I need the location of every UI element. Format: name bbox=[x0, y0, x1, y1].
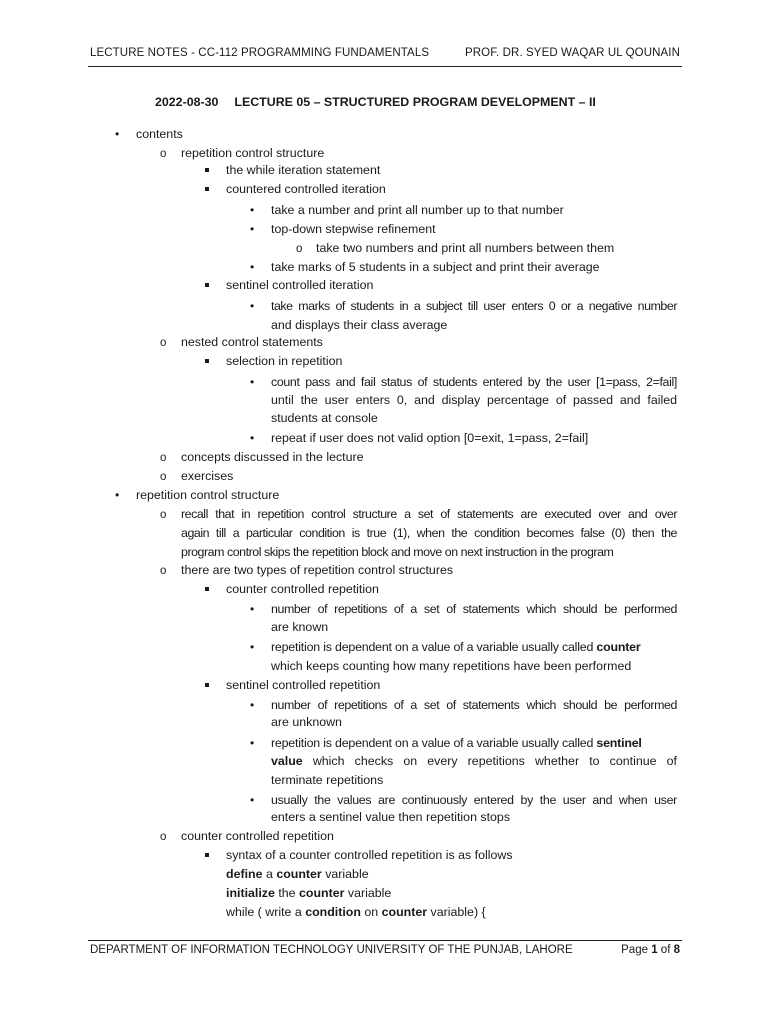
text-run: a bbox=[265, 867, 273, 881]
bullet-marker bbox=[250, 220, 254, 238]
bullet-marker bbox=[205, 161, 209, 179]
bold-term: value bbox=[271, 754, 303, 768]
list-item: repetition control structure bbox=[136, 488, 280, 502]
list-item: number of repetitions of a set of statements which should be performed bbox=[271, 602, 677, 616]
code-line bbox=[226, 903, 486, 921]
list-item-continuation: are unknown bbox=[271, 715, 342, 729]
page-number bbox=[621, 944, 680, 956]
page-of-label: of bbox=[660, 944, 671, 956]
bullet-marker bbox=[160, 827, 166, 846]
lecture-heading: LECTURE 05 – STRUCTURED PROGRAM DEVELOPMENT – II bbox=[234, 95, 596, 109]
header-course-title: LECTURE NOTES - CC-112 PROGRAMMING FUNDAMENTALS bbox=[90, 47, 430, 59]
list-item: number of repetitions of a set of statements which should be performed bbox=[271, 698, 677, 712]
list-item: selection in repetition bbox=[226, 354, 343, 368]
bullet-marker bbox=[250, 429, 254, 447]
bullet-marker bbox=[250, 638, 254, 656]
bullet-marker bbox=[205, 352, 209, 370]
list-item: repetition control structure bbox=[181, 146, 325, 160]
text-run: variable bbox=[325, 867, 369, 881]
bold-term: define bbox=[226, 867, 263, 881]
list-item: exercises bbox=[181, 469, 234, 483]
code-line bbox=[226, 865, 369, 883]
bullet-marker bbox=[250, 297, 254, 315]
list-item: usually the values are continuously entered by the user and when user bbox=[271, 793, 677, 807]
list-item: take marks of students in a subject till user enters 0 or a negative number bbox=[271, 299, 677, 313]
list-item: top-down stepwise refinement bbox=[271, 222, 436, 236]
text-run: variable bbox=[347, 886, 392, 900]
bullet-marker bbox=[115, 125, 119, 143]
list-item: sentinel controlled repetition bbox=[226, 678, 381, 692]
list-item-continuation: again till a particular condition is true (1), when the condition becomes false (0) then the bbox=[181, 526, 677, 540]
list-item: take marks of 5 students in a subject and print their average bbox=[271, 260, 600, 274]
page-footer bbox=[90, 944, 680, 962]
list-item-continuation: which keeps counting how many repetitions have been performed bbox=[271, 659, 632, 673]
bullet-marker bbox=[160, 144, 166, 163]
list-item: the while iteration statement bbox=[226, 163, 381, 177]
text-run: the bbox=[278, 886, 296, 900]
list-item-continuation bbox=[271, 752, 677, 770]
footer-department: DEPARTMENT OF INFORMATION TECHNOLOGY UNIVERSITY OF THE PUNJAB, LAHORE bbox=[90, 944, 573, 956]
bullet-marker bbox=[250, 201, 254, 219]
bold-term: counter bbox=[276, 867, 322, 881]
header-rule bbox=[88, 66, 682, 67]
bullet-marker bbox=[250, 258, 254, 276]
list-item bbox=[271, 734, 642, 752]
bold-term: counter bbox=[381, 905, 428, 919]
text-run: which checks on every repetitions whether to continue of bbox=[312, 754, 677, 768]
text-run: repetition is dependent on a value of a variable usually called bbox=[271, 640, 594, 654]
list-item: contents bbox=[136, 127, 183, 141]
page-header bbox=[90, 47, 680, 65]
bullet-marker bbox=[205, 846, 209, 864]
bullet-marker bbox=[296, 239, 302, 258]
list-item: nested control statements bbox=[181, 335, 323, 349]
bullet-marker bbox=[250, 696, 254, 714]
bullet-marker bbox=[205, 580, 209, 598]
list-item: recall that in repetition control structure a set of statements are executed over and over bbox=[181, 507, 677, 521]
text-run: on bbox=[364, 905, 379, 919]
bullet-marker bbox=[160, 561, 166, 580]
bold-term: counter bbox=[596, 640, 641, 654]
list-item-continuation: program control skips the repetition block and move on next instruction in the program bbox=[181, 545, 614, 559]
list-item-continuation: terminate repetitions bbox=[271, 773, 384, 787]
list-item: syntax of a counter controlled repetition is as follows bbox=[226, 848, 513, 862]
bullet-marker bbox=[205, 180, 209, 198]
list-item bbox=[271, 638, 640, 656]
bold-term: initialize bbox=[226, 886, 275, 900]
list-item: there are two types of repetition control structures bbox=[181, 563, 454, 577]
list-item-continuation: and displays their class average bbox=[271, 318, 448, 332]
list-item: repeat if user does not valid option [0=exit, 1=pass, 2=fail] bbox=[271, 431, 589, 445]
header-author: PROF. DR. SYED WAQAR UL QOUNAIN bbox=[464, 47, 680, 59]
list-item: take two numbers and print all numbers between them bbox=[316, 241, 615, 255]
list-item: sentinel controlled iteration bbox=[226, 278, 374, 292]
bullet-marker bbox=[250, 734, 254, 752]
code-line bbox=[226, 884, 391, 902]
text-run: repetition is dependent on a value of a variable usually called bbox=[271, 736, 594, 750]
list-item: count pass and fail status of students entered by the user [1=pass, 2=fail] bbox=[271, 375, 677, 389]
list-item: counter controlled repetition bbox=[226, 582, 379, 596]
bullet-marker bbox=[205, 676, 209, 694]
bold-term: counter bbox=[299, 886, 345, 900]
page-total: 8 bbox=[673, 944, 680, 956]
bullet-marker bbox=[205, 276, 209, 294]
bullet-marker bbox=[160, 333, 166, 352]
bullet-marker bbox=[250, 791, 254, 809]
list-item-continuation: students at console bbox=[271, 411, 378, 425]
bullet-marker bbox=[160, 467, 166, 486]
list-item: take a number and print all number up to that number bbox=[271, 203, 564, 217]
footer-rule bbox=[88, 940, 682, 941]
page-label: Page bbox=[621, 944, 648, 956]
bold-term: condition bbox=[305, 905, 361, 919]
list-item: countered controlled iteration bbox=[226, 182, 386, 196]
list-item-continuation: enters a sentinel value then repetition stops bbox=[271, 810, 511, 824]
lecture-title bbox=[155, 95, 596, 109]
list-item-continuation: until the user enters 0, and display percentage of passed and failed bbox=[271, 393, 677, 407]
bullet-marker bbox=[250, 373, 254, 391]
list-item-continuation: are known bbox=[271, 620, 329, 634]
lecture-date: 2022-08-30 bbox=[155, 95, 219, 109]
list-item: concepts discussed in the lecture bbox=[181, 450, 364, 464]
bullet-marker bbox=[115, 486, 119, 504]
bold-term: sentinel bbox=[596, 736, 642, 750]
bullet-marker bbox=[160, 505, 166, 524]
bullet-marker bbox=[160, 448, 166, 467]
list-item: counter controlled repetition bbox=[181, 829, 334, 843]
text-run: while ( write a bbox=[226, 905, 302, 919]
page-current: 1 bbox=[651, 944, 658, 956]
bullet-marker bbox=[250, 600, 254, 618]
text-run: variable) { bbox=[430, 905, 486, 919]
